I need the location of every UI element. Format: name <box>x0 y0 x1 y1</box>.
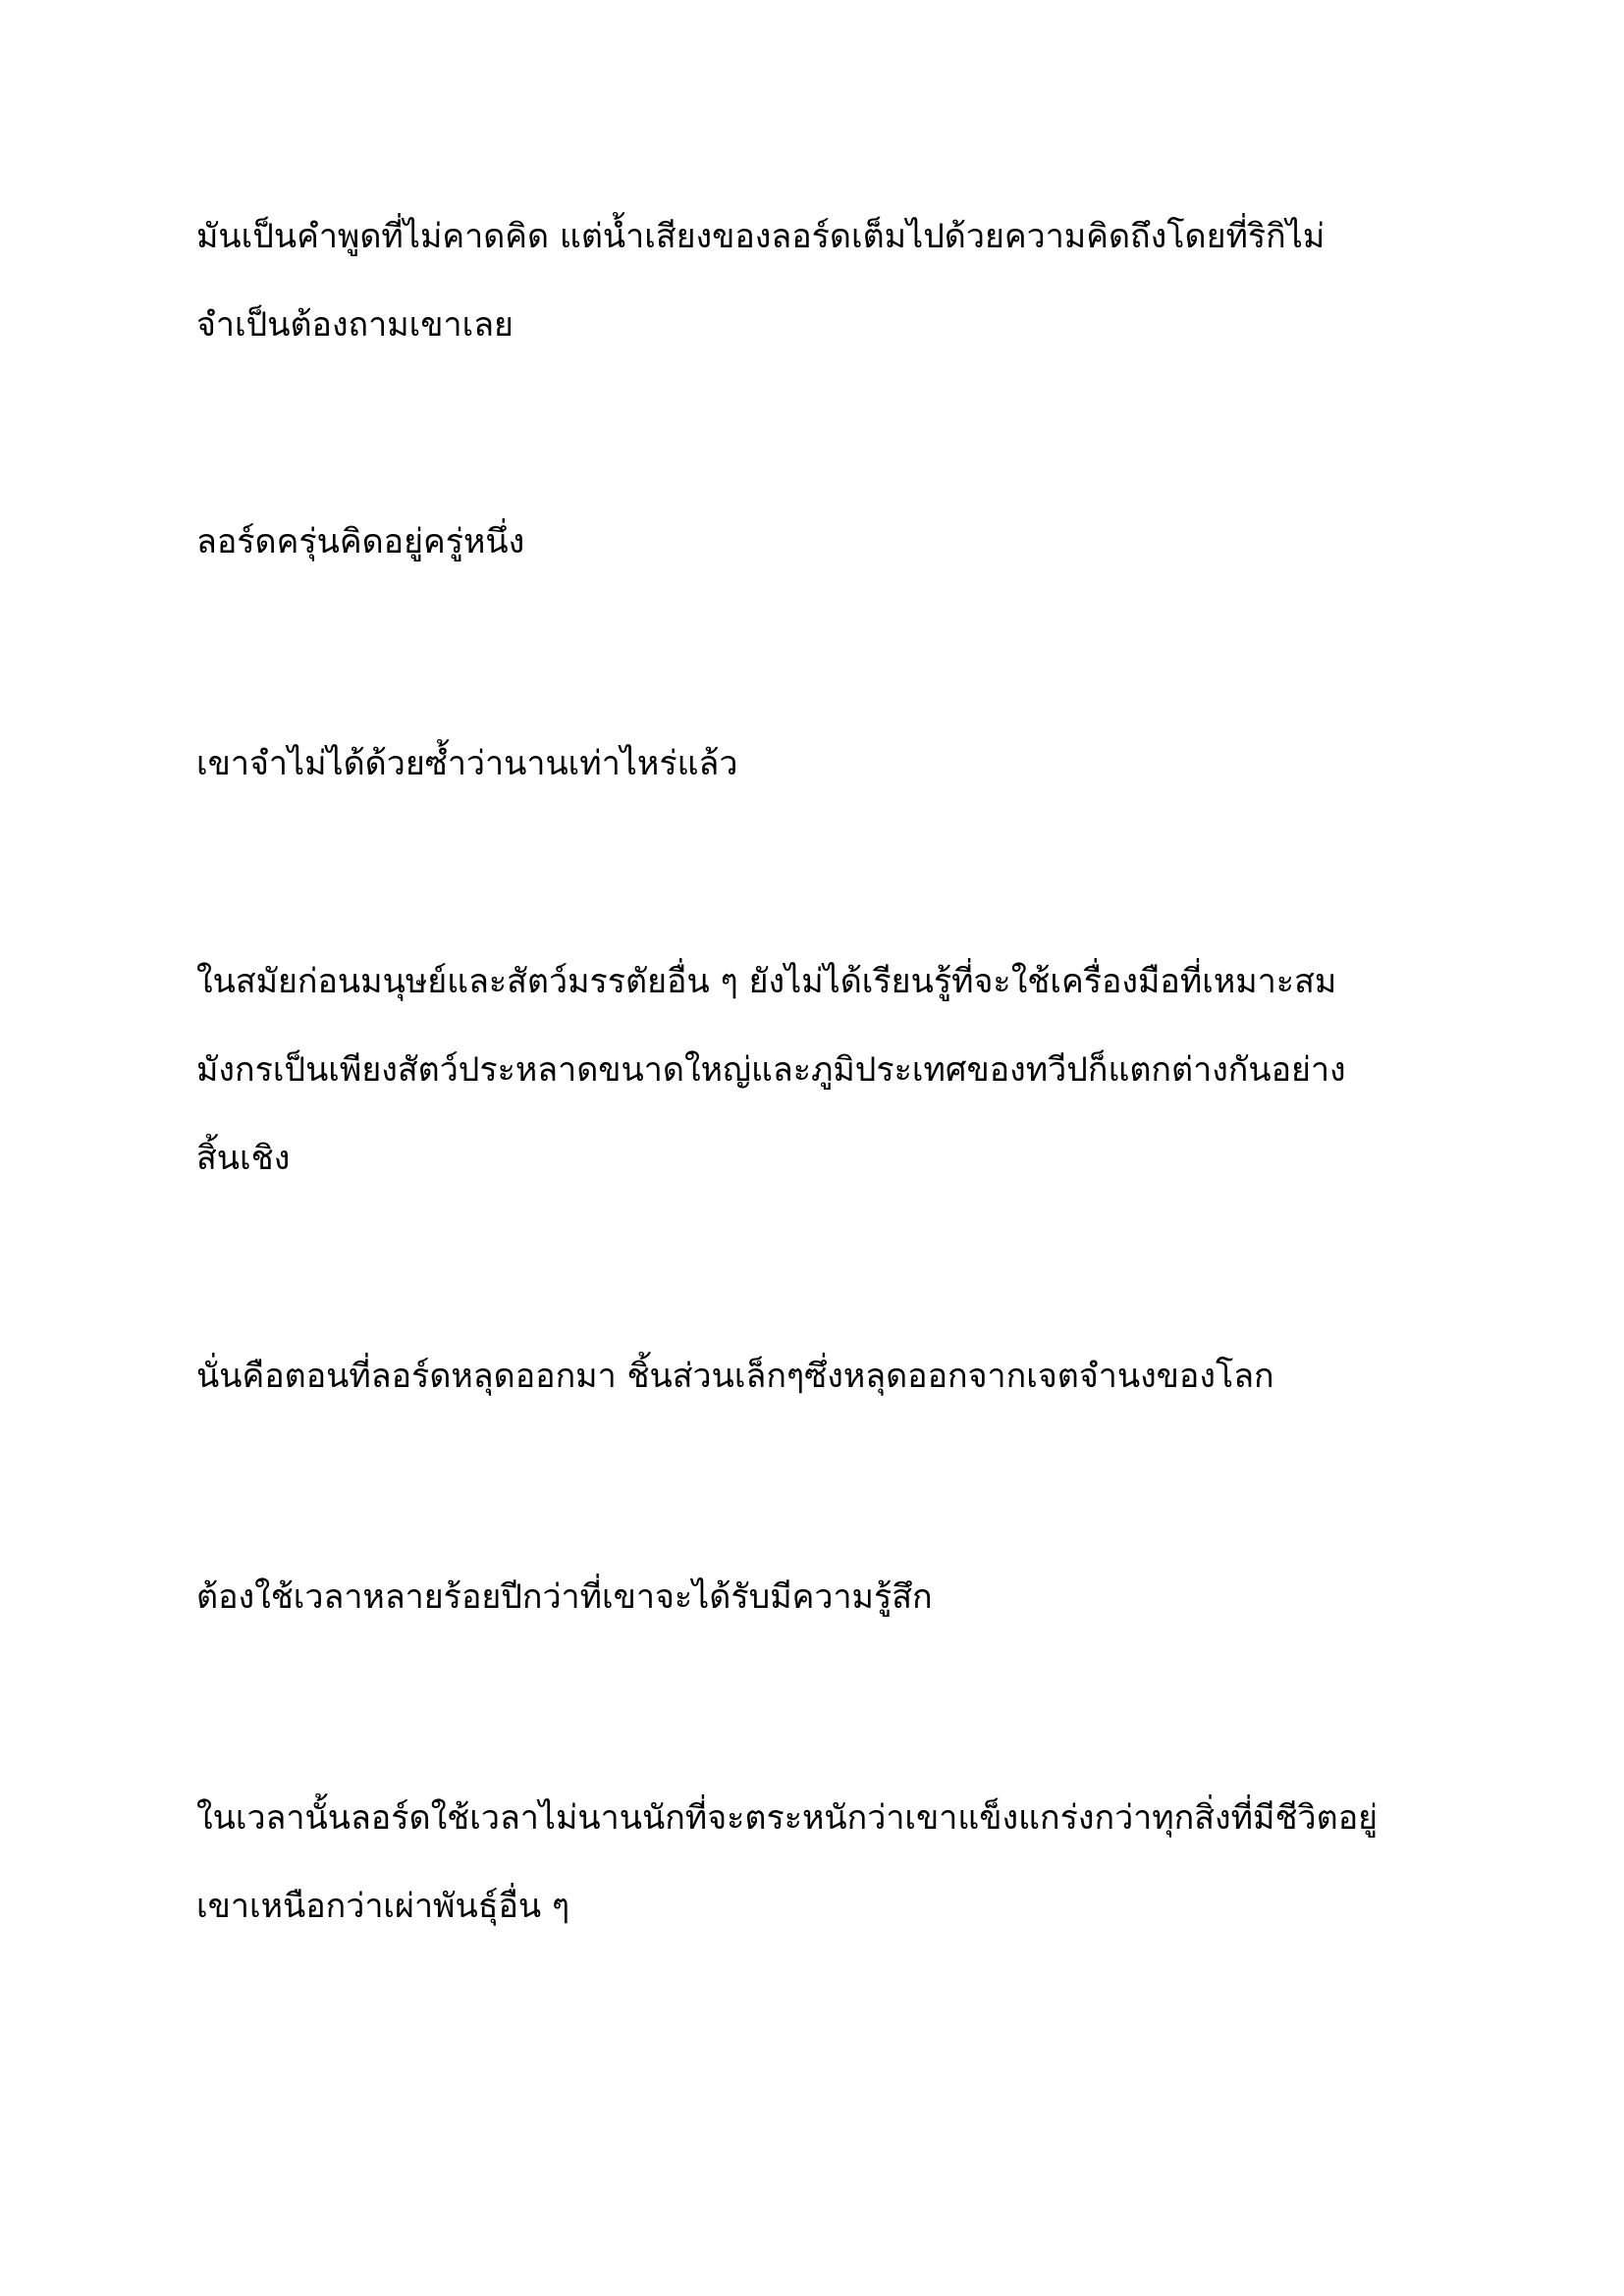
text-line: เขาจำไม่ได้ด้วยซ้ำว่านานเท่าไหร่แล้ว <box>196 744 738 783</box>
paragraph-1 <box>196 192 1453 369</box>
text-line: มังกรเป็นเพียงสัตว์ประหลาดขนาดใหญ่และภูมิประเทศของทวีปก็แตกต่างกันอย่าง <box>196 1050 1346 1090</box>
paragraph-5 <box>196 1332 1453 1420</box>
paragraph-2 <box>196 498 1453 586</box>
paragraph-7 <box>196 1774 1453 1950</box>
text-line: เขาเหนือกว่าเผ่าพันธุ์อื่น ๆ <box>196 1887 570 1926</box>
text-line: ต้องใช้เวลาหลายร้อยปีกว่าที่เขาจะได้รับมีความรู้สึก <box>196 1577 933 1617</box>
text-line: จำเป็นต้องถามเขาเลย <box>196 305 514 345</box>
paragraph-3 <box>196 720 1453 808</box>
text-line: นั่นคือตอนที่ลอร์ดหลุดออกมา ชิ้นส่วนเล็กๆซึ่งหลุดออกจากเจตจำนงของโลก <box>196 1357 1274 1396</box>
text-line: ในเวลานั้นลอร์ดใช้เวลาไม่นานนักที่จะตระหนักว่าเขาแข็งแกร่งกว่าทุกสิ่งที่มีชีวิตอยู่ <box>196 1798 1379 1838</box>
paragraph-4 <box>196 937 1453 1202</box>
text-line: สิ้นเชิง <box>196 1139 291 1178</box>
text-line: มันเป็นคำพูดที่ไม่คาดคิด แต่น้ำเสียงของลอร์ดเต็มไปด้วยความคิดถึงโดยที่ริกิไม่ <box>196 217 1326 256</box>
text-line: ในสมัยก่อนมนุษย์และสัตว์มรรตัยอื่น ๆ ยังไม่ได้เรียนรู้ที่จะใช้เครื่องมือที่เหมาะสม <box>196 962 1337 1001</box>
text-line: ลอร์ดครุ่นคิดอยู่ครู่หนึ่ง <box>196 522 525 561</box>
paragraph-6 <box>196 1553 1453 1641</box>
